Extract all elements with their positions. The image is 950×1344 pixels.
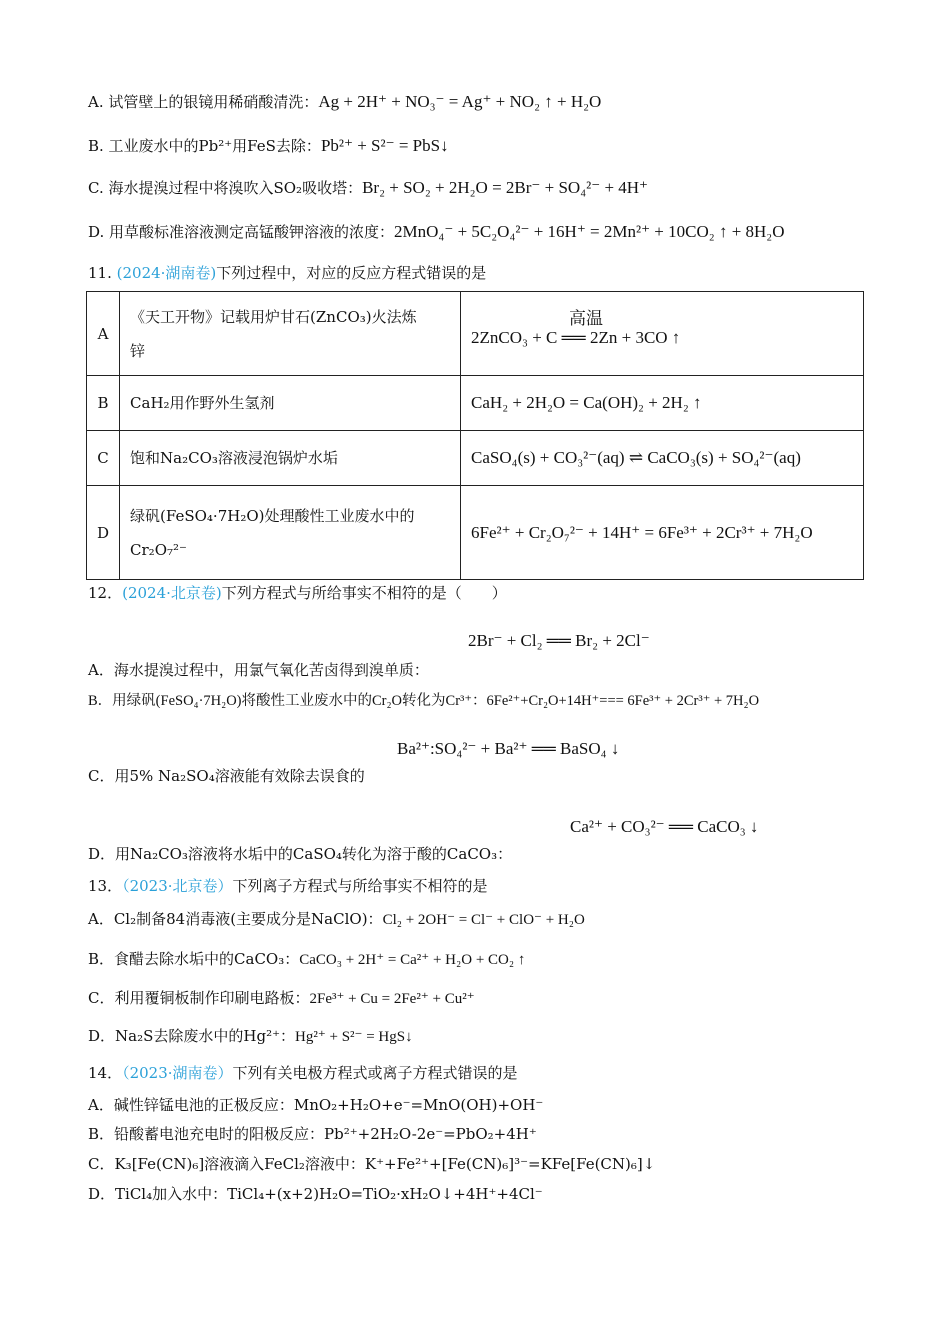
q13-option-d-text: D．Na₂S去除废水中的Hg²⁺： <box>88 1027 295 1045</box>
row-equation-text: 2ZnCO₃ + C ══ 2Zn + 3CO ↑ <box>471 327 681 347</box>
q10-option-c-text: C. 海水提溴过程中将溴吹入SO₂吸收塔： <box>88 179 363 197</box>
q10-option-d-text: D. 用草酸标准溶液测定高锰酸钾溶液的浓度： <box>88 223 395 241</box>
q12-equation-c: Ba²⁺:SO₄²⁻ + Ba²⁺ ══ BaSO₄ ↓ <box>397 739 620 758</box>
q12-option-d: D．用Na₂CO₃溶液将水垢中的CaSO₄转化为溶于酸的CaCO₃： <box>88 845 513 863</box>
q13-source: （2023·北京卷） <box>122 877 233 895</box>
q13-option-c <box>88 987 475 1010</box>
row-description <box>120 292 461 376</box>
row-description-line1: 《天工开物》记载用炉甘石(ZnCO₃)火法炼 <box>130 307 417 326</box>
q10-option-c <box>88 177 648 199</box>
q13-stem <box>88 875 488 897</box>
q13-option-b-text: B．食醋去除水垢中的CaCO₃： <box>88 950 300 968</box>
q12-stem-text: 下列方程式与所给事实不相符的是（ ） <box>221 584 507 602</box>
q10-option-d <box>88 221 785 243</box>
q11-table <box>86 291 864 580</box>
q14-source: （2023·湖南卷） <box>122 1064 233 1082</box>
table-row <box>87 431 864 486</box>
q14-number: 14． <box>88 1064 123 1082</box>
row-description <box>120 486 461 580</box>
table-row <box>87 376 864 431</box>
q11-number: 11. <box>88 264 112 282</box>
q10-option-b <box>88 135 449 157</box>
q12-source: (2024·北京卷) <box>122 584 222 602</box>
q13-option-a-equation: Cl₂ + 2OH⁻ = Cl⁻ + ClO⁻ + H₂O <box>382 912 585 928</box>
q14-option-c: C．K₃[Fe(CN)₆]溶液滴入FeCl₂溶液中：K⁺+Fe²⁺+[Fe(CN)₆]³⁻=KFe[Fe(CN)₆]↓ <box>88 1155 656 1173</box>
q12-option-c: C．用5% Na₂SO₄溶液能有效除去误食的 <box>88 767 365 785</box>
row-key: D <box>87 486 120 580</box>
q13-option-b <box>88 948 525 971</box>
row-key: C <box>87 431 120 486</box>
q13-stem-text: 下列离子方程式与所给事实不相符的是 <box>232 877 488 895</box>
q12-equation-a: 2Br⁻ + Cl₂ ══ Br₂ + 2Cl⁻ <box>468 631 650 650</box>
q13-number: 13． <box>88 877 123 895</box>
q10-option-b-equation: Pb²⁺ + S²⁻ = PbS↓ <box>320 136 449 155</box>
row-description <box>120 431 461 486</box>
q14-option-a: A．碱性锌锰电池的正极反应：MnO₂+H₂O+e⁻=MnO(OH)+OH⁻ <box>88 1096 544 1114</box>
q11-stem <box>88 262 486 284</box>
row-equation: CaH₂ + 2H₂O = Ca(OH)₂ + 2H₂ ↑ <box>461 376 864 431</box>
q13-option-b-equation: CaCO₃ + 2H⁺ = Ca²⁺ + H₂O + CO₂ ↑ <box>299 952 526 968</box>
q14-stem-text: 下列有关电极方程式或离子方程式错误的是 <box>232 1064 518 1082</box>
q14-option-b: B．铅酸蓄电池充电时的阳极反应：Pb²⁺+2H₂O-2e⁻=PbO₂+4H⁺ <box>88 1125 537 1143</box>
row-equation: CaSO₄(s) + CO₃²⁻(aq) ⇌ CaCO₃(s) + SO₄²⁻(aq) <box>461 431 864 486</box>
q13-option-c-text: C．利用覆铜板制作印刷电路板： <box>88 989 310 1007</box>
q13-option-c-equation: 2Fe³⁺ + Cu = 2Fe²⁺ + Cu²⁺ <box>309 991 475 1007</box>
q14-stem <box>88 1062 518 1084</box>
row-description-line2: 锌 <box>130 341 146 360</box>
reaction-condition: 高温 <box>569 308 604 328</box>
q13-option-d <box>88 1025 413 1048</box>
row-description-line1: CaH₂用作野外生氢剂 <box>130 394 275 412</box>
row-equation: 6Fe²⁺ + Cr₂O₇²⁻ + 14H⁺ = 6Fe³⁺ + 2Cr³⁺ + 7H₂O <box>461 486 864 580</box>
q14-option-d: D．TiCl₄加入水中：TiCl₄+(x+2)H₂O=TiO₂·xH₂O↓+4H⁺+4Cl⁻ <box>88 1185 543 1203</box>
table-row <box>87 486 864 580</box>
q11-source: (2024·湖南卷) <box>116 264 217 282</box>
q12-equation-d: Ca²⁺ + CO₃²⁻ ══ CaCO₃ ↓ <box>570 817 759 836</box>
q13-option-d-equation: Hg²⁺ + S²⁻ = HgS↓ <box>295 1029 413 1045</box>
q12-option-b: B．用绿矾(FeSO₄·7H₂O)将酸性工业废水中的Cr₂O转化为Cr³⁺：6Fe²⁺+Cr₂O+14H⁺=== 6Fe³⁺ + 2Cr³⁺ + 7H₂O <box>88 693 760 709</box>
q11-stem-text: 下列过程中，对应的反应方程式错误的是 <box>216 264 487 282</box>
q13-option-a <box>88 908 585 931</box>
q10-option-a-text: A. 试管壁上的银镜用稀硝酸清洗： <box>88 93 319 111</box>
q12-number: 12． <box>88 584 123 602</box>
table-row <box>87 292 864 376</box>
row-description-line1: 绿矾(FeSO₄·7H₂O)处理酸性工业废水中的 <box>130 506 415 525</box>
q10-option-b-text: B. 工业废水中的Pb²⁺用FeS去除： <box>88 137 321 155</box>
row-description <box>120 376 461 431</box>
q13-option-a-text: A．Cl₂制备84消毒液(主要成分是NaClO)： <box>88 910 383 928</box>
row-description-line2: Cr₂O₇²⁻ <box>130 540 187 559</box>
row-key: A <box>87 292 120 376</box>
q10-option-d-equation: 2MnO₄⁻ + 5C₂O₄²⁻ + 16H⁺ = 2Mn²⁺ + 10CO₂ ↑ + 8H₂O <box>394 222 785 241</box>
row-key: B <box>87 376 120 431</box>
q12-stem <box>88 582 507 604</box>
row-description-line1: 饱和Na₂CO₃溶液浸泡锅炉水垢 <box>130 449 338 467</box>
q10-option-c-equation: Br₂ + SO₂ + 2H₂O = 2Br⁻ + SO₄²⁻ + 4H⁺ <box>362 178 649 197</box>
q12-option-a: A．海水提溴过程中，用氯气氧化苦卤得到溴单质： <box>88 661 429 679</box>
row-equation <box>461 292 864 376</box>
q10-option-a-equation: Ag + 2H⁺ + NO₃⁻ = Ag⁺ + NO₂ ↑ + H₂O <box>318 92 602 111</box>
q10-option-a <box>88 91 601 113</box>
